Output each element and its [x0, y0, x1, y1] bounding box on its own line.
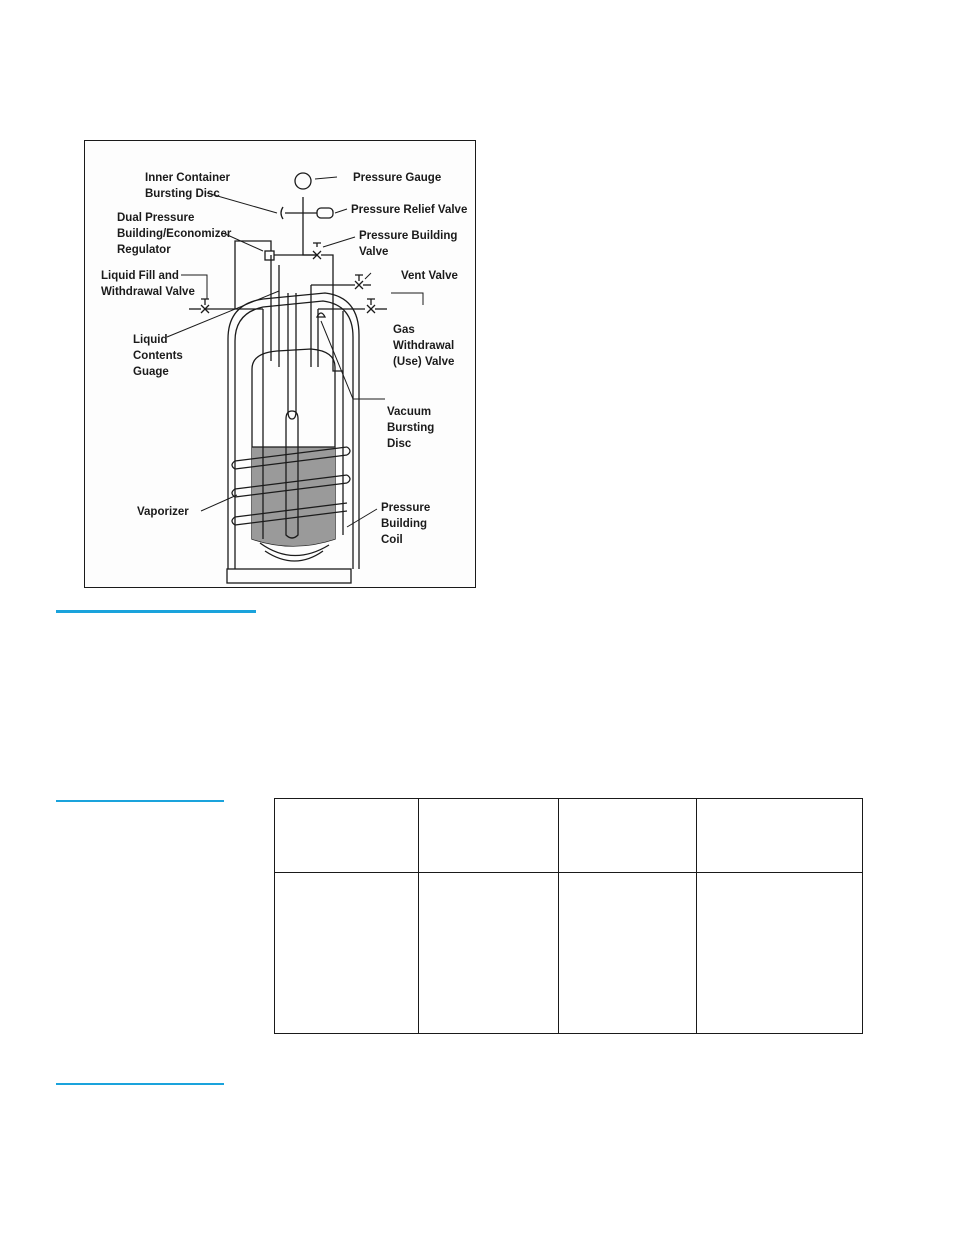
section-rule-1: [56, 610, 256, 613]
label-regulator: Regulator: [117, 244, 171, 256]
label-contents: Contents: [133, 350, 183, 362]
label-building-coil: Building: [381, 518, 427, 530]
vent-valve-x: [355, 281, 363, 289]
label-vacuum: Vacuum: [387, 406, 432, 418]
relief-valve: [317, 208, 333, 218]
label-bursting: Bursting: [387, 422, 435, 434]
label-gas: Gas: [393, 324, 415, 336]
table-header-row: [275, 799, 863, 873]
gas-valve-stem: [367, 299, 375, 305]
label-pressure-building-valve: Valve: [359, 246, 389, 258]
inner-disc: [281, 207, 283, 219]
table-cell: [419, 873, 559, 1034]
liquid-fill-stem: [201, 299, 209, 305]
section-rule-3: [56, 1083, 224, 1085]
vent-valve-stem: [355, 275, 363, 281]
label-pressure-coil: Pressure: [381, 502, 431, 514]
label-withdrawal-valve: Withdrawal Valve: [101, 286, 195, 298]
label-vaporizer: Vaporizer: [137, 506, 189, 518]
label-withdrawal: Withdrawal: [393, 340, 455, 352]
table-cell: [697, 873, 863, 1034]
label-pressure-building: Pressure Building: [359, 230, 458, 242]
label-liquid-fill: Liquid Fill and: [101, 270, 179, 282]
gauge-tube-outer: [288, 293, 296, 419]
table-cell: [559, 873, 697, 1034]
section-rule-2: [56, 800, 224, 802]
label-bursting-disc: Bursting Disc: [145, 188, 220, 200]
table-cell: [559, 799, 697, 873]
base-plate: [227, 569, 351, 583]
dewar-diagram: [85, 141, 477, 589]
table-cell: [419, 799, 559, 873]
label-pressure-relief: Pressure Relief Valve: [351, 204, 468, 216]
label-inner-container: Inner Container: [145, 172, 230, 184]
label-vent-valve: Vent Valve: [401, 270, 458, 282]
table-cell: [275, 799, 419, 873]
label-building-economizer: Building/Economizer: [117, 228, 232, 240]
table-cell: [275, 873, 419, 1034]
label-guage: Guage: [133, 366, 169, 378]
table-cell: [697, 799, 863, 873]
regulator-box: [265, 251, 274, 260]
gas-valve-x: [367, 305, 375, 313]
pb-return: [321, 255, 343, 371]
table-row: [275, 873, 863, 1034]
label-dual-pressure: Dual Pressure: [117, 212, 195, 224]
label-use-valve: (Use) Valve: [393, 356, 455, 368]
label-coil: Coil: [381, 534, 403, 546]
specifications-table: [274, 798, 863, 1034]
pressure-gauge-dial: [295, 173, 311, 189]
pb-valve-stem: [313, 243, 321, 247]
coil-ends-right: [347, 447, 350, 483]
dewar-diagram-figure: [84, 140, 476, 588]
label-liquid: Liquid: [133, 334, 168, 346]
pipe-gauge-stem: [303, 197, 317, 255]
label-disc: Disc: [387, 438, 412, 450]
label-pressure-gauge: Pressure Gauge: [353, 172, 442, 184]
